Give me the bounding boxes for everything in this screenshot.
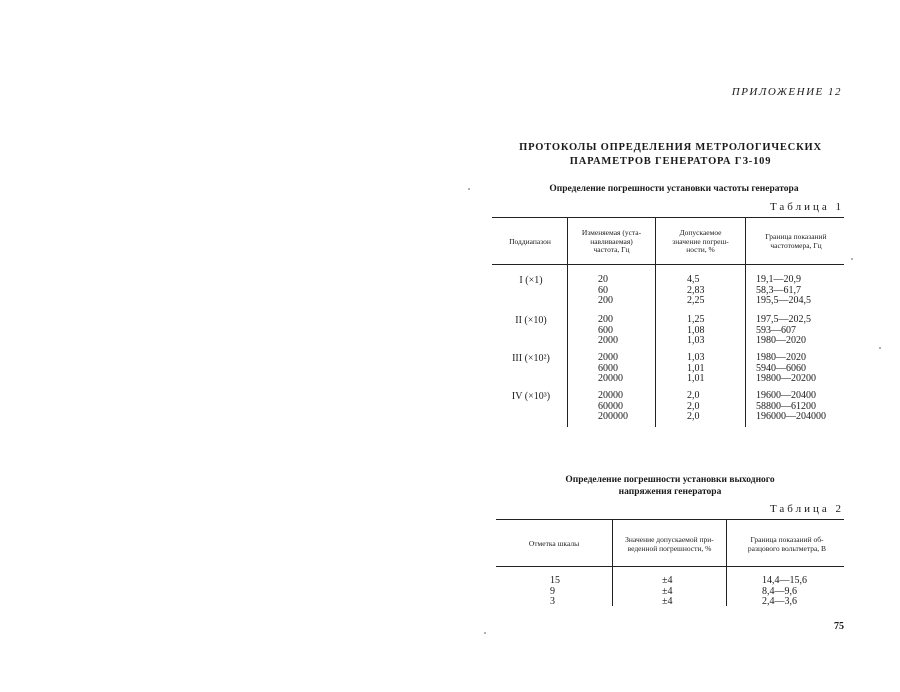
- table2-header-rule: [496, 566, 844, 567]
- table1-freq-cell: 20 60 200: [598, 274, 613, 306]
- table1-header-limits: Граница показаний частотомера, Гц: [765, 232, 827, 250]
- scan-speck: [851, 258, 853, 260]
- table1-label: Таблица 1: [769, 201, 844, 213]
- table1-header-error: Допускаемое значение погреш- ности, %: [672, 228, 729, 254]
- table2-label: Таблица 2: [769, 503, 844, 515]
- table1-freq-cell: 2000 6000 20000: [598, 352, 623, 384]
- table1-limit-cell: 1980—2020 5940—6060 19800—20200: [756, 352, 816, 384]
- table2-caption: Определение погрешности установки выходного напряжения генератора: [565, 475, 775, 497]
- scan-speck: [484, 632, 486, 634]
- table2-header-limits: Граница показаний об- разцового вольтметра, В: [747, 535, 827, 553]
- table1-range-label: IV (×10³): [511, 391, 551, 402]
- table2-col-divider: [612, 519, 613, 606]
- table1-error-cell: 2,0 2,0 2,0: [687, 390, 700, 422]
- table2-mark-cell: 15 9 3: [550, 575, 560, 607]
- table2-col-divider: [726, 519, 727, 606]
- page-number: 75: [834, 621, 844, 632]
- table1-header-range: Поддиапазон: [509, 237, 551, 246]
- table2-top-rule: [496, 519, 844, 520]
- table1-freq-cell: 200 600 2000: [598, 314, 618, 346]
- table1-limit-cell: 19,1—20,9 58,3—61,7 195,5—204,5: [756, 274, 811, 306]
- scan-speck: [879, 347, 881, 349]
- table1-limit-cell: 19600—20400 58800—61200 196000—204000: [756, 390, 826, 422]
- table1-range-label: III (×10²): [512, 353, 550, 364]
- scan-speck: [468, 188, 470, 190]
- appendix-label: ПРИЛОЖЕНИЕ 12: [731, 86, 842, 98]
- table1-header-frequency: Изменяемая (уста- навливаемая) частота, Гц: [581, 228, 642, 254]
- table1-range-label: II (×10): [515, 315, 547, 326]
- table2-error-cell: ±4 ±4 ±4: [662, 575, 673, 607]
- table1-error-cell: 1,25 1,08 1,03: [687, 314, 705, 346]
- table1-limit-cell: 197,5—202,5 593—607 1980—2020: [756, 314, 811, 346]
- table2-header-error: Значение допускаемой при- веденной погрешности, %: [625, 535, 714, 553]
- table1-freq-cell: 20000 60000 200000: [598, 390, 628, 422]
- table2-header-mark: Отметка шкалы: [528, 539, 580, 548]
- table1-error-cell: 1,03 1,01 1,01: [687, 352, 705, 384]
- table1-range-label: I (×1): [519, 275, 543, 286]
- table1-caption: Определение погрешности установки частоты генератора: [549, 184, 799, 194]
- table1-error-cell: 4,5 2,83 2,25: [687, 274, 705, 306]
- title-line-2: ПАРАМЕТРОВ ГЕНЕРАТОРА ГЗ-109: [569, 156, 772, 167]
- title-line-1: ПРОТОКОЛЫ ОПРЕДЕЛЕНИЯ МЕТРОЛОГИЧЕСКИХ: [519, 142, 822, 153]
- table2-limit-cell: 14,4—15,6 8,4—9,6 2,4—3,6: [762, 575, 807, 607]
